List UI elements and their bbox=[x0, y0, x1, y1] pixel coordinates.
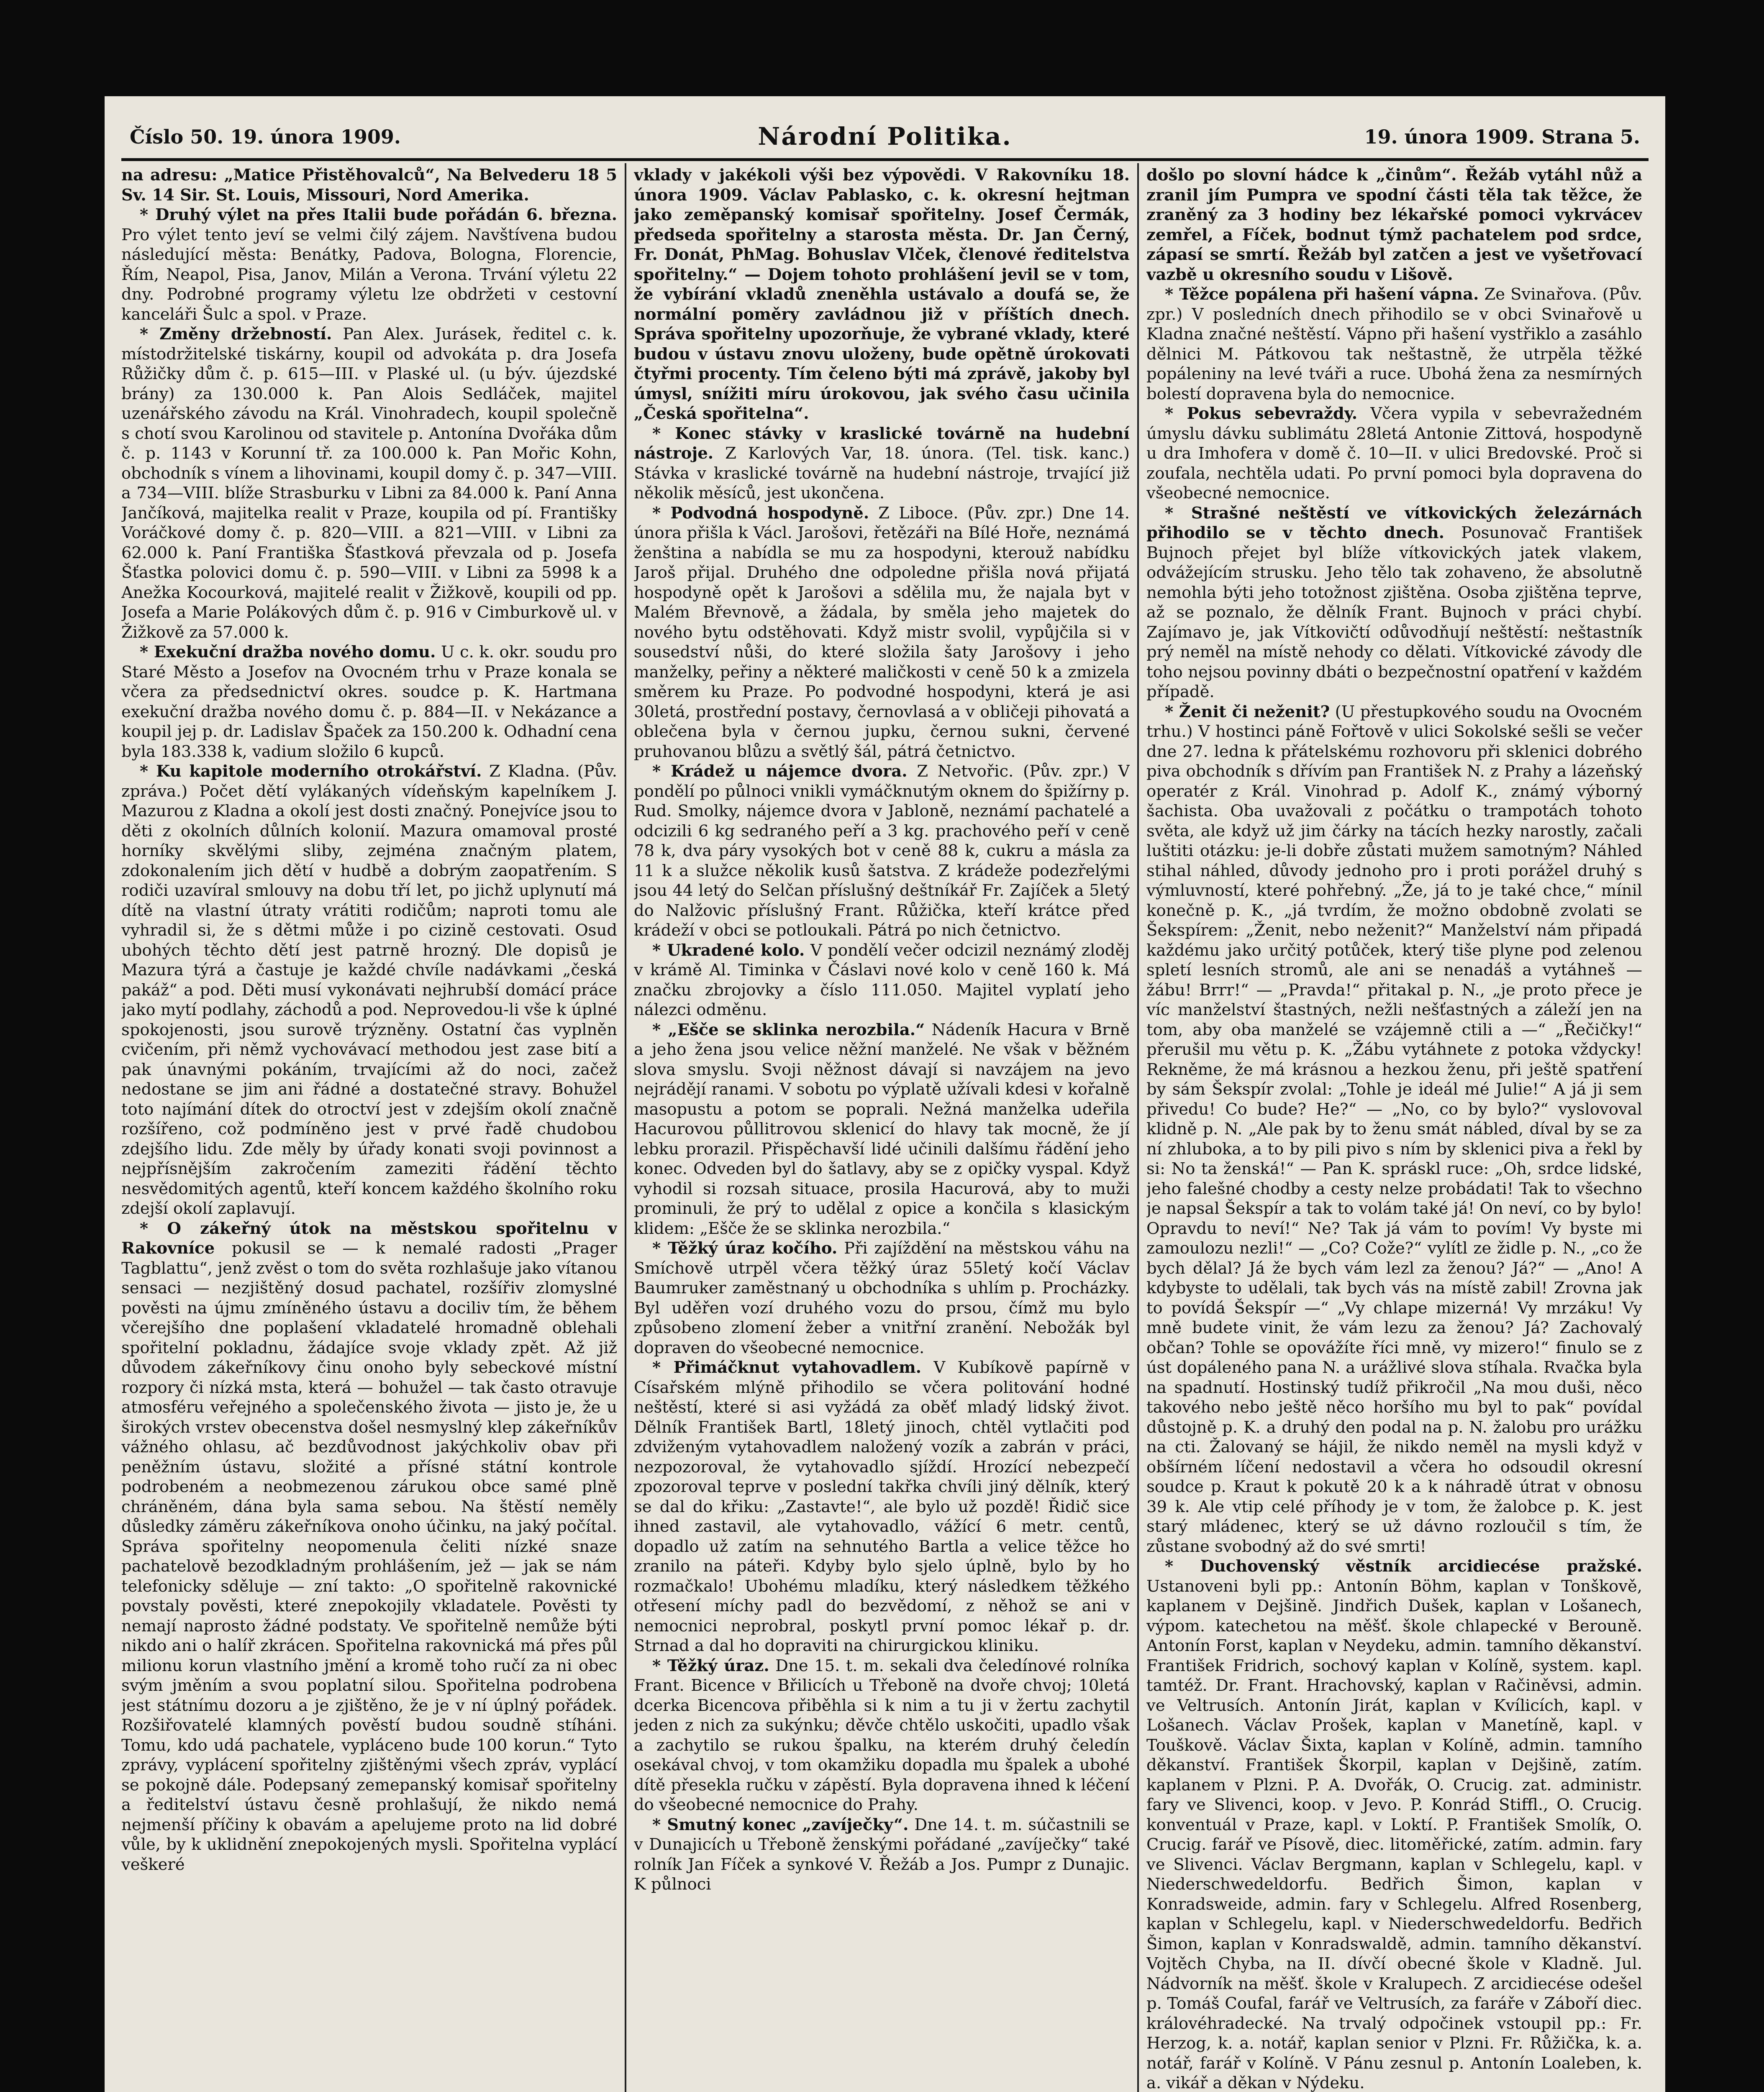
article-heading: * Ukradené kolo. bbox=[652, 941, 805, 960]
article-paragraph bbox=[634, 1815, 1130, 1895]
article-paragraph bbox=[1146, 702, 1642, 1557]
article-paragraph bbox=[1146, 165, 1642, 285]
article-heading: * „Ešče se sklinka nerozbila.“ bbox=[652, 1020, 925, 1039]
article-heading: * O zákeřný útok na městskou spořitelnu v Rakovníce bbox=[121, 1219, 617, 1258]
article-text: Z Kladna. (Pův. zpráva.) Počet dětí vylákaných vídeňským kapelníkem J. Mazurou z Kladna a okolí jest dosti značný. Ponejvíce jsou to děti z okolních důlních kolonií. Mazura omamoval prosté horníky skvělými sliby, zejména značným platem, zdokonalením jich dětí v hudbě a dobrým zaopatřením. S rodiči uzavíral smlouvy na dobu tří let, po jichž uplynutí má dítě na vlastní útraty vrátiti rodičům; naproti tomu ale vyhradil si, že s dětmi může i po cizině cestovati. Osud ubohých těchto dětí jest patrně hrozný. Dle dopisů je Mazura týrá a častuje je každé chvíle nadávkami „česká pakáž“ a pod. Děti musí vykonávati nejhrubší domácí práce jako mytí podlahy, záchodů a pod. Neprovedou-li vše k úplné spokojenosti, jsou surově trýzněny. Ostatní čas vyplněn cvičením, při němž vychovávací methodou jest zase bití a pak únavnými pokáním, trvajícími až do noci, začež nedostane se jim ani řádné a dostatečné stravy. Bohužel toto najímání dítek do otroctví jest v zdejším okolí značně rozšířeno, což podmíněno jest v prvé řadě chudobou zdejšího lidu. Zde měly by úřady konati svoji povinnost a nejpřísnějším zakročením zameziti řádění těchto nesvědomitých agentů, kteří koncem každého školního roku zdejší okolí zaplavují. bbox=[121, 762, 617, 1218]
article-paragraph bbox=[634, 1020, 1130, 1239]
article-heading: * Podvodná hospodyně. bbox=[652, 503, 869, 523]
column-1 bbox=[121, 165, 617, 2092]
article-paragraph bbox=[634, 165, 1130, 424]
article-heading: * Těžce popálena při hašení vápna. bbox=[1165, 285, 1479, 304]
article-heading: * Duchovenský věstník arcidiecése pražské. bbox=[1165, 1557, 1642, 1576]
article-text: pokusil se — k nemalé radosti „Prager Tagblattu“, jenž zvěst o tom do světa rozhlašuje jako vítanou sensaci — nezjištěný dosud pachatel, rozšířiv zlomyslné pověsti na újmu zmíněného ústavu a dociliv tím, že během včerejšího dne poplašení vkladatelé hromadně oblehali spořitelní pokladnu, žádajíce svoje vklady zpět. Až již důvodem zákeřníkovy činu onoho byly sebeckové místní rozpory či nízká msta, která — bohužel — tak často otravuje atmosféru veřejného a společenského života — jisto je, že u širokých vrstev obecenstva došel nesmyslný klep zákeřníkův vážného ohlasu, ač bezdůvodnost jakýchkoliv obav při peněžním ústavu, složité a přísné státní kontrole podrobeném a neobmezenou zárukou obce samé plně chráněném, dána byla sama sebou. Na štěstí neměly důsledky záměru zákeřníkova onoho účinku, na jaký počítal. Správa spořitelny neopomenula čeliti nízké snaze pachatelově bezodkladným prohlášením, jež — jak se nám telefonicky sděluje — zní takto: „O spořitelně rakovnické povstaly pověsti, které znepokojily vkladatele. Pověsti ty nemají naprosto žádné podstaty. Ve spořitelně nemůže býti nikdo ani o halíř zkrácen. Spořitelna rakovnická má přes půl milionu korun vlastního jmění a kromě toho ručí za ni obec svým jměním a svou poplatní silou. Spořitelna podrobena jest státnímu dozoru a je zjištěno, že je v ní úplný pořádek. Rozšiřovatelé klamných pověstí budou soudně stíháni. Tomu, kdo udá pachatele, vypláceno bude 100 korun.“ Tyto zprávy, vyplácení spořitelny zjištěnými všech zpráv, vyplácí se pokojně dále. Podepsaný zemepanský komisař spořitelny a ředitelství ústavu česně prohlašují, že nikdo nemá nejmenší příčiny k obavám a apelujeme proto na lid dobré vůle, by k uklidnění znepokojených mysli. Spořitelna vyplácí veškeré bbox=[121, 1239, 617, 1874]
article-heading: * Krádež u nájemce dvora. bbox=[652, 762, 908, 781]
article-heading: vklady v jakékoli výši bez výpovědi. V Rakovníku 18. února 1909. Václav Pablasko, c. k. okresní hejtman jako zeměpanský komisař spořitelny. Josef Čermák, předseda spořitelny a starosta města. Dr. Jan Černý, Fr. Donát, PhMag. Bohuslav Vlček, členové ředitelstva spořitelny.“ — Dojem tohoto prohlášení jevil se v tom, že vybírání vkladů zneněhla ustávalo a doufá se, že normální poměry zavládnou již v příštích dnech. Správa spořitelny upozorňuje, že vybrané vklady, které budou v ústavu znovu uloženy, bude opětně úrokovati čtyřmi procenty. Tím čeleno býti má zprávě, jakoby byl úmysl, snížiti míru úrokovou, jak svého času učinila „Česká spořitelna“. bbox=[634, 166, 1130, 423]
article-heading: * Těžký úraz. bbox=[652, 1656, 769, 1675]
article-heading: * Konec stávky v kraslické továrně na hudební nástroje. bbox=[634, 424, 1130, 463]
article-heading: * Ženit či neženit? bbox=[1165, 702, 1330, 721]
column-2 bbox=[634, 165, 1130, 2092]
article-heading: * Ku kapitole moderního otrokářství. bbox=[140, 762, 482, 781]
column-3 bbox=[1146, 165, 1642, 2092]
article-heading: * Změny držebností. bbox=[140, 325, 332, 344]
article-text: V Kubíkově papírně v Císařském mlýně přihodilo se včera politování hodné neštěstí, které si asi vyžádá za oběť mladý lidský život. Dělník František Bartl, 18letý jinoch, chtěl vytlačiti pod zdviženým vytahovadlem naložený vozík a zabrán v práci, nezpozoroval, že vytahovadlo sjíždí. Hrozící nebezpečí zpozoroval teprve v poslední takřka chvíli jiný dělník, který se dal do křiku: „Zastavte!“, ale bylo už pozdě! Řidič sice ihned zastavil, ale vytahovadlo, vážící 6 metr. centů, dopadlo už zatím na sehnutého Bartla a velice těžce ho zranilo na páteři. Kdyby bylo sjelo úplně, bylo by ho rozmačkalo! Ubohému mladíku, který následkem těžkého otřesení míchy padl do bezvědomí, z něhož se ani v nemocnici neprobral, poskytl první pomoc lékař p. dr. Strnad a dal ho dopraviti na chirurgickou kliniku. bbox=[634, 1358, 1130, 1655]
article-paragraph bbox=[121, 205, 617, 324]
issue-number: Číslo 50. 19. února 1909. bbox=[130, 126, 401, 148]
article-text: Dne 15. t. m. sekali dva čeledínové rolníka Frant. Bicence v Břilicích u Třeboně na dvoře chvoj; 10letá dcerka Bicencova přiběhla si k nim a tu ji v žertu zachytil jeden z nich za sukýnku; děvče chtělo uskočiti, upadlo však a zachytilo se rukou špalku, na kterém druhý čeledín osekával chvoj, v tom okamžiku dopadla mu špalek a ubohé dítě přesekla ručku v zápěstí. Byla dopravena ihned k léčení do všeobecné nemocnice do Prahy. bbox=[634, 1656, 1130, 1814]
article-paragraph bbox=[121, 165, 617, 205]
article-heading: * Pokus sebevraždy. bbox=[1165, 404, 1358, 423]
article-paragraph bbox=[121, 761, 617, 1219]
article-text: Posunovač František Bujnoch přejet byl blíže vítkovických jatek vlakem, odvážejícím strusku. Jeho tělo tak zohaveno, že absolutně nemohla býti jeho totožnost zjištěna. Osoba zjištěna teprve, až se poznalo, že dělník Frant. Bujnoch v práci chybí. Zajímavo je, jak Vítkovičtí odůvodňují neštěstí: neštastník prý neměl na místě nehody co dělati. Vítkovické závody dle toho nejsou povinny dbáti o bezpečnostní opatření v každém případě. bbox=[1146, 523, 1642, 701]
article-paragraph bbox=[121, 1219, 617, 1875]
article-text: Včera vypila v sebevražedném úmyslu dávku sublimátu 28letá Antonie Zittová, hospodyně u dra Imhofera v domě č. 10—II. v ulici Bredovské. Proč si zoufala, nechtěla udati. Po první pomoci byla dopravena do všeobecné nemocnice. bbox=[1146, 404, 1642, 502]
article-heading: * Smutný konec „zavíječky“. bbox=[652, 1815, 909, 1834]
newspaper-page bbox=[105, 96, 1665, 2092]
article-heading: * Těžký úraz kočího. bbox=[652, 1239, 838, 1258]
article-text: Dne 14. t. m. súčastnili se v Dunajicích u Třeboně ženskými pořádané „zavíječky“ také rolník Jan Fíček a synkové V. Řežáb a Jos. Pumpr z Dunajic. K půlnoci bbox=[634, 1815, 1130, 1894]
column-divider bbox=[625, 163, 626, 2092]
article-text: Ustanoveni byli pp.: Antonín Böhm, kaplan v Tonškově, kaplanem v Dejšině. Jindřich Dušek, kaplan v Lošanech, výpom. katechetou na měšť. škole chlapecké v Berouně. Antonín Forst, kaplan v Neydeku, admin. tamního děkanství. František Fridrich, sochový kaplan v Kolíně, system. kapl. tamtéž. Dr. Frant. Hrachovský, kaplan v Račiněvsi, admin. ve Veltrusích. Antonín Jirát, kaplan v Kvílicích, kapl. v Lošanech. Václav Prošek, kaplan v Manetíně, kapl. v Touškově. Václav Šixta, kaplan v Kolíně, admin. tamního děkanství. František Škorpil, kaplan v Dejšině, zatím. kaplanem v Plzni. P. A. Dvořák, O. Crucig. zat. administr. fary ve Slivenci, koop. v Jevo. P. Konrád Stiffl., O. Crucig. konventuál v Praze, kapl. v Loktí. P. František Smolík, O. Crucig. farář ve Písově, diec. litoměřické, zatím. admin. fary ve Slivenci. Václav Bergmann, kaplan v Schlegelu, kapl. v Niederschwedeldorfu. Bedřich Šimon, kaplan v Konradsweide, admin. fary v Schlegelu. Alfred Rosenberg, kaplan v Schlegelu, kapl. v Niederschwedeldorfu. Bedřich Šimon, kaplan v Konradswaldě, admin. tamního děkanství. Vojtěch Chyba, na II. dívčí obecné škole v Kladně. Jul. Nádvorník na měšť. škole v Kralupech. Z arcidiecése odešel p. Tomáš Coufal, farář ve Veltrusích, za faráře v Záboří diec. královéhradecké. Na trvalý odpočinek vstoupil pp.: Fr. Herzog, k. a. notář, kaplan senior v Plzni. Fr. Růžička, k. a. notář, farář v Kolíně. V Pánu zesnul p. Antonín Loaleben, k. a. vikář a děkan v Nýdeku. bbox=[1146, 1577, 1642, 2092]
article-paragraph bbox=[121, 324, 617, 642]
article-heading: * Přimáčknut vytahovadlem. bbox=[652, 1358, 922, 1377]
article-text: Z Karlových Var, 18. února. (Tel. tisk. kanc.) Stávka v kraslické továrně na hudební nástroje, trvající již několik měsíců, jest ukončena. bbox=[634, 444, 1130, 502]
article-heading: * Druhý výlet na přes Italii bude pořádán 6. března. bbox=[140, 205, 617, 224]
article-paragraph bbox=[1146, 503, 1642, 702]
article-paragraph bbox=[634, 761, 1130, 941]
article-text: (U přestupkového soudu na Ovocném trhu.) V hostinci páně Fořtově v ulici Sokolské sešli se večer dne 27. ledna k přátelskému rozhovoru při sklenici dobrého piva obchodník s dřívím pan František N. z Prahy a lázeňský operatér z Král. Vinohrad p. Adolf K., známý výborný šachista. Oba uvažovali z počátku o trampotách tohoto světa, ale když už jim čárky na tácích hezky narostly, začali luštiti otázku: je-li dobře zůstati mužem samotným? Náhled stihal náhled, důvody jednoho pro i proti porážel druhý s výmluvností, které pohřebný. „Že, já to je také chce,“ mínil konečně p. K., „já tvrdím, že možno obdobně zvolati se Šekspírem: „Ženit, nebo neženit?“ Manželství nám připadá každému jako určitý potůček, který tiše plyne pod zelenou spletí lesních stromů, ale ani se nenadáš a vytáhneš — žábu! Brrr!“ — „Pravda!“ přitakal p. N., „je proto přece je víc manželství štastných, nežli nešťastných a záleží jen na tom, aby oba manželé se vzájemně ctili a —“ „Řečičky!“ přerušil mu větu p. K. „Žábu vytáhnete z potoka vždycky! Rekněme, že má krásnou a hezkou ženu, při ještě spatření by sám Šekspír zvolal: „Tohle je ideál mé Julie!“ A já ji sem přivedu! Co bude? He?“ — „No, co by bylo?“ vyslovoval klidně p. N. „Ale pak by to ženu smát nábled, díval by se za ní zhluboka, a to by pili pivo s ním by sklenici piva a řekl by si: No ta ženská!“ — Pan K. spráskl ruce: „Oh, srdce lidské, jeho falešné chodby a cesty nelze probádati! Tak to všechno je napsal Šekspír a tak to volám také já! On neví, co by bylo! Opravdu to neví!“ Ne? Tak já vám to povím! Vy byste mi zamoulozu nezli!“ — „Co? Cože?“ vylítl ze židle p. N., „co že bych dělal? Já že bych vám lezl za ženou? Já?“ — „Ano! A kdybyste to udělali, tak bych vás na místě zabil! Zrovna jak to povídá Šekspír —“ „Vy chlape mizerná! Vy mrzáku! Vy mně budete vinit, že vám lezu za ženou? Já? Zachovalý občan? Tohle se opovážíte říci mně, vy mizero!“ finulo se z úst dopáleného pana N. a urážlivé slova stíhala. Rvačka byla na spadnutí. Hostinský tudíž přikročil „Na mou duši, něco takového nebo ještě něco horšího mu byl to pak“ povídal důstojně p. K. a druhý den podal na p. N. žalobu pro urážku na cti. Žalovaný se hájil, že nikdo neměl na mysli když v obšírném líčení nedostavil a včera ho odsoudil okresní soudce p. Kraut k pokutě 20 k a k náhradě útrat v obnosu 39 k. Ale vtip celé příhody je v tom, že žalobce p. K. jest starý mládenec, který se už dávno rozloučil s tím, že zůstane svobodný až do své smrti! bbox=[1146, 702, 1642, 1556]
article-heading: * Strašné neštěstí ve vítkovických železárnách přihodilo se v těchto dnech. bbox=[1146, 503, 1642, 542]
article-text: Z Liboce. (Pův. zpr.) Dne 14. února přišla k Václ. Jarošovi, řetězáři na Bílé Hoře, neznámá ženština a nabídla se mu za hospodyni, kterouž nabídku Jaroš přijal. Druhého dne odpoledne přišla nová přijatá hospodyně opět k Jarošovi a sdělila mu, že najala byt v Malém Břevnově, a žádala, by směla jeho majetek do nového bytu odstěhovati. Když mistr svolil, vypůjčila si v sousedství nůši, do které složila šaty Jarošovy i jeho manželky, peřiny a některé maličkosti v ceně 50 k a zmizela směrem ku Praze. Po podvodné hospodyni, která je asi 30letá, prostřední postavy, černovlasá a v obličeji pihovatá a oblečena byla v černou jupku, černou sukni, červené pruhovanou blůzu a světlý šál, pátrá četnictvo. bbox=[634, 503, 1130, 761]
article-text: Pan Alex. Jurásek, ředitel c. k. místodržitelské tiskárny, koupil od advokáta p. dra Josefa Růžičky dům č. p. 615—III. v Plaské ul. (u býv. újezdské brány) za 130.000 k. Pan Alois Sedláček, majitel uzenářského závodu na Král. Vinohradech, koupil společně s chotí svou Karolinou od stavitele p. Antonína Dvořáka dům č. p. 1143 v Korunní tř. za 100.000 k. Pan Mořic Kohn, obchodník s vínem a lihovinami, koupil domy č. p. 347—VIII. a 734—VIII. blíže Strasburku v Libni za 84.000 k. Paní Anna Jančíková, majitelka realit v Praze, koupila od pí. Františky Voráčkové domy č. p. 820—VIII. a 821—VIII. v Libni za 62.000 k. Paní Františka Šťastková převzala od p. Josefa Šťastka polovici domu č. p. 590—VIII. v Libni za 5998 k a Anežka Kocourková, majitelé realit v Žižkově, koupili od pp. Josefa a Marie Polákových dům č. p. 916 v Cimburkově ul. v Žižkově za 57.000 k. bbox=[121, 325, 617, 642]
masthead-title: Národní Politika. bbox=[758, 122, 1012, 151]
article-paragraph bbox=[121, 642, 617, 761]
article-paragraph bbox=[634, 1358, 1130, 1656]
article-text: Při zajíždění na městskou váhu na Smíchově utrpěl včera těžký úraz 55letý kočí Václav Baumruker zaměstnaný u obchodníka s uhlím p. Procházky. Byl uděřen vozí druhého vozu do prsou, čímž mu bylo způsobeno zlomení žeber a vnitřní zranění. Nebožák byl dopraven do všeobecné nemocnice. bbox=[634, 1239, 1130, 1357]
page-date-number: 19. února 1909. Strana 5. bbox=[1364, 126, 1640, 148]
article-paragraph bbox=[1146, 285, 1642, 404]
article-heading: na adresu: „Matice Přistěhovalců“, Na Belvederu 18 5 Sv. 14 Sir. St. Louis, Missouri, Nord Amerika. bbox=[121, 166, 617, 205]
article-paragraph bbox=[634, 424, 1130, 503]
article-paragraph bbox=[1146, 404, 1642, 503]
article-paragraph bbox=[634, 1238, 1130, 1358]
header-rule bbox=[121, 158, 1649, 161]
article-text: Z Netvořic. (Pův. zpr.) V pondělí po půlnoci vnikli vymáčknutým oknem do špižírny p. Rud. Smolky, nájemce dvora v Jabloně, neznámí pachatelé a odcizili 6 kg sedraného peří a 3 kg. prachového peří v ceně 78 k, dva páry vysokých bot v ceně 88 k, cukru a másla za 11 k a služce několik kusů šatstva. Z krádeže podezřelými jsou 44 letý do Selčan příslušný deštníkář Fr. Zajíček a 5letý do Nalžovic příslušný Frant. Růžička, kteří krátce před krádeží v obci se potloukali. Pátrá po nich četnictvo. bbox=[634, 762, 1130, 940]
article-paragraph bbox=[1146, 1556, 1642, 2092]
article-heading: * Exekuční dražba nového domu. bbox=[140, 643, 436, 661]
article-text: Pro výlet tento jeví se velmi čilý zájem. Navštívena budou následující města: Benátky, Padova, Bologna, Florencie, Řím, Neapol, Pisa, Janov, Milán a Verona. Trvání výletu 22 dny. Podrobné programy výletu lze obdržeti v cestovní kanceláři Šulc a spol. v Praze. bbox=[121, 225, 617, 324]
article-paragraph bbox=[634, 941, 1130, 1020]
article-text: U c. k. okr. soudu pro Staré Město a Josefov na Ovocném trhu v Praze konala se včera za předsednictví okres. soudce p. K. Hartmana exekuční dražba nového domu č. p. 884—II. v Nekázance a koupil jej p. dr. Ladislav Špaček za 150.200 k. Odhadní cena byla 183.338 k, vadium složilo 6 kupců. bbox=[121, 643, 617, 761]
article-text: V pondělí večer odcizil neznámý zloděj v krámě Al. Timinka v Čáslavi nové kolo v ceně 160 k. Má značku zbrojovky a číslo 111.050. Majitel vyplatí jeho nálezci odměnu. bbox=[634, 941, 1130, 1019]
article-heading: došlo po slovní hádce k „činům“. Řežáb vytáhl nůž a zranil jím Pumpra ve spodní části těla tak těžce, že zraněný za 3 hodiny bez lékařské pomoci vykrvácev zemřel, a Fíček, bodnut týmž pachatelem pod srdce, zápasí se smrtí. Řežáb byl zatčen a jest ve vyšetřovací vazbě u okresního soudu v Lišově. bbox=[1146, 166, 1642, 284]
article-paragraph bbox=[634, 1656, 1130, 1815]
article-paragraph bbox=[634, 503, 1130, 762]
column-divider bbox=[1137, 163, 1139, 2092]
article-text: Ze Svinařova. (Pův. zpr.) V posledních dnech přihodilo se v obci Svinařově u Kladna značné neštěstí. Vápno při hašení vystřiklo a zasáhlo dělnici M. Pátkovou tak neštastně, že utrpěla těžké popáleniny na levé tváři a ruce. Ubohá žena za nesmírných bolestí dopravena byla do nemocnice. bbox=[1146, 285, 1642, 403]
article-text: Nádeník Hacura v Brně a jeho žena jsou velice něžní manželé. Ne však v běžném slova smyslu. Svoji něžnost dávají si navzájem na jevo nejrádějí ranami. V sobotu po výplatě užívali kdesi v kořalně masopustu a potom se poprali. Nežná manželka udeřila Hacurovou půllitrovou sklenicí do hlavy tak mocně, že jí lebku prorazil. Přispěchavší lidé učinili dalšímu řádění jeho konec. Odveden byl do šatlavy, aby se z opičky vyspal. Když vyhodil si rozsah situace, prosila Hacurová, aby to muži prominuli, že prý to udělal z opice a končila s klasickým klidem: „Ešče že se sklinka nerozbila.“ bbox=[634, 1020, 1130, 1238]
